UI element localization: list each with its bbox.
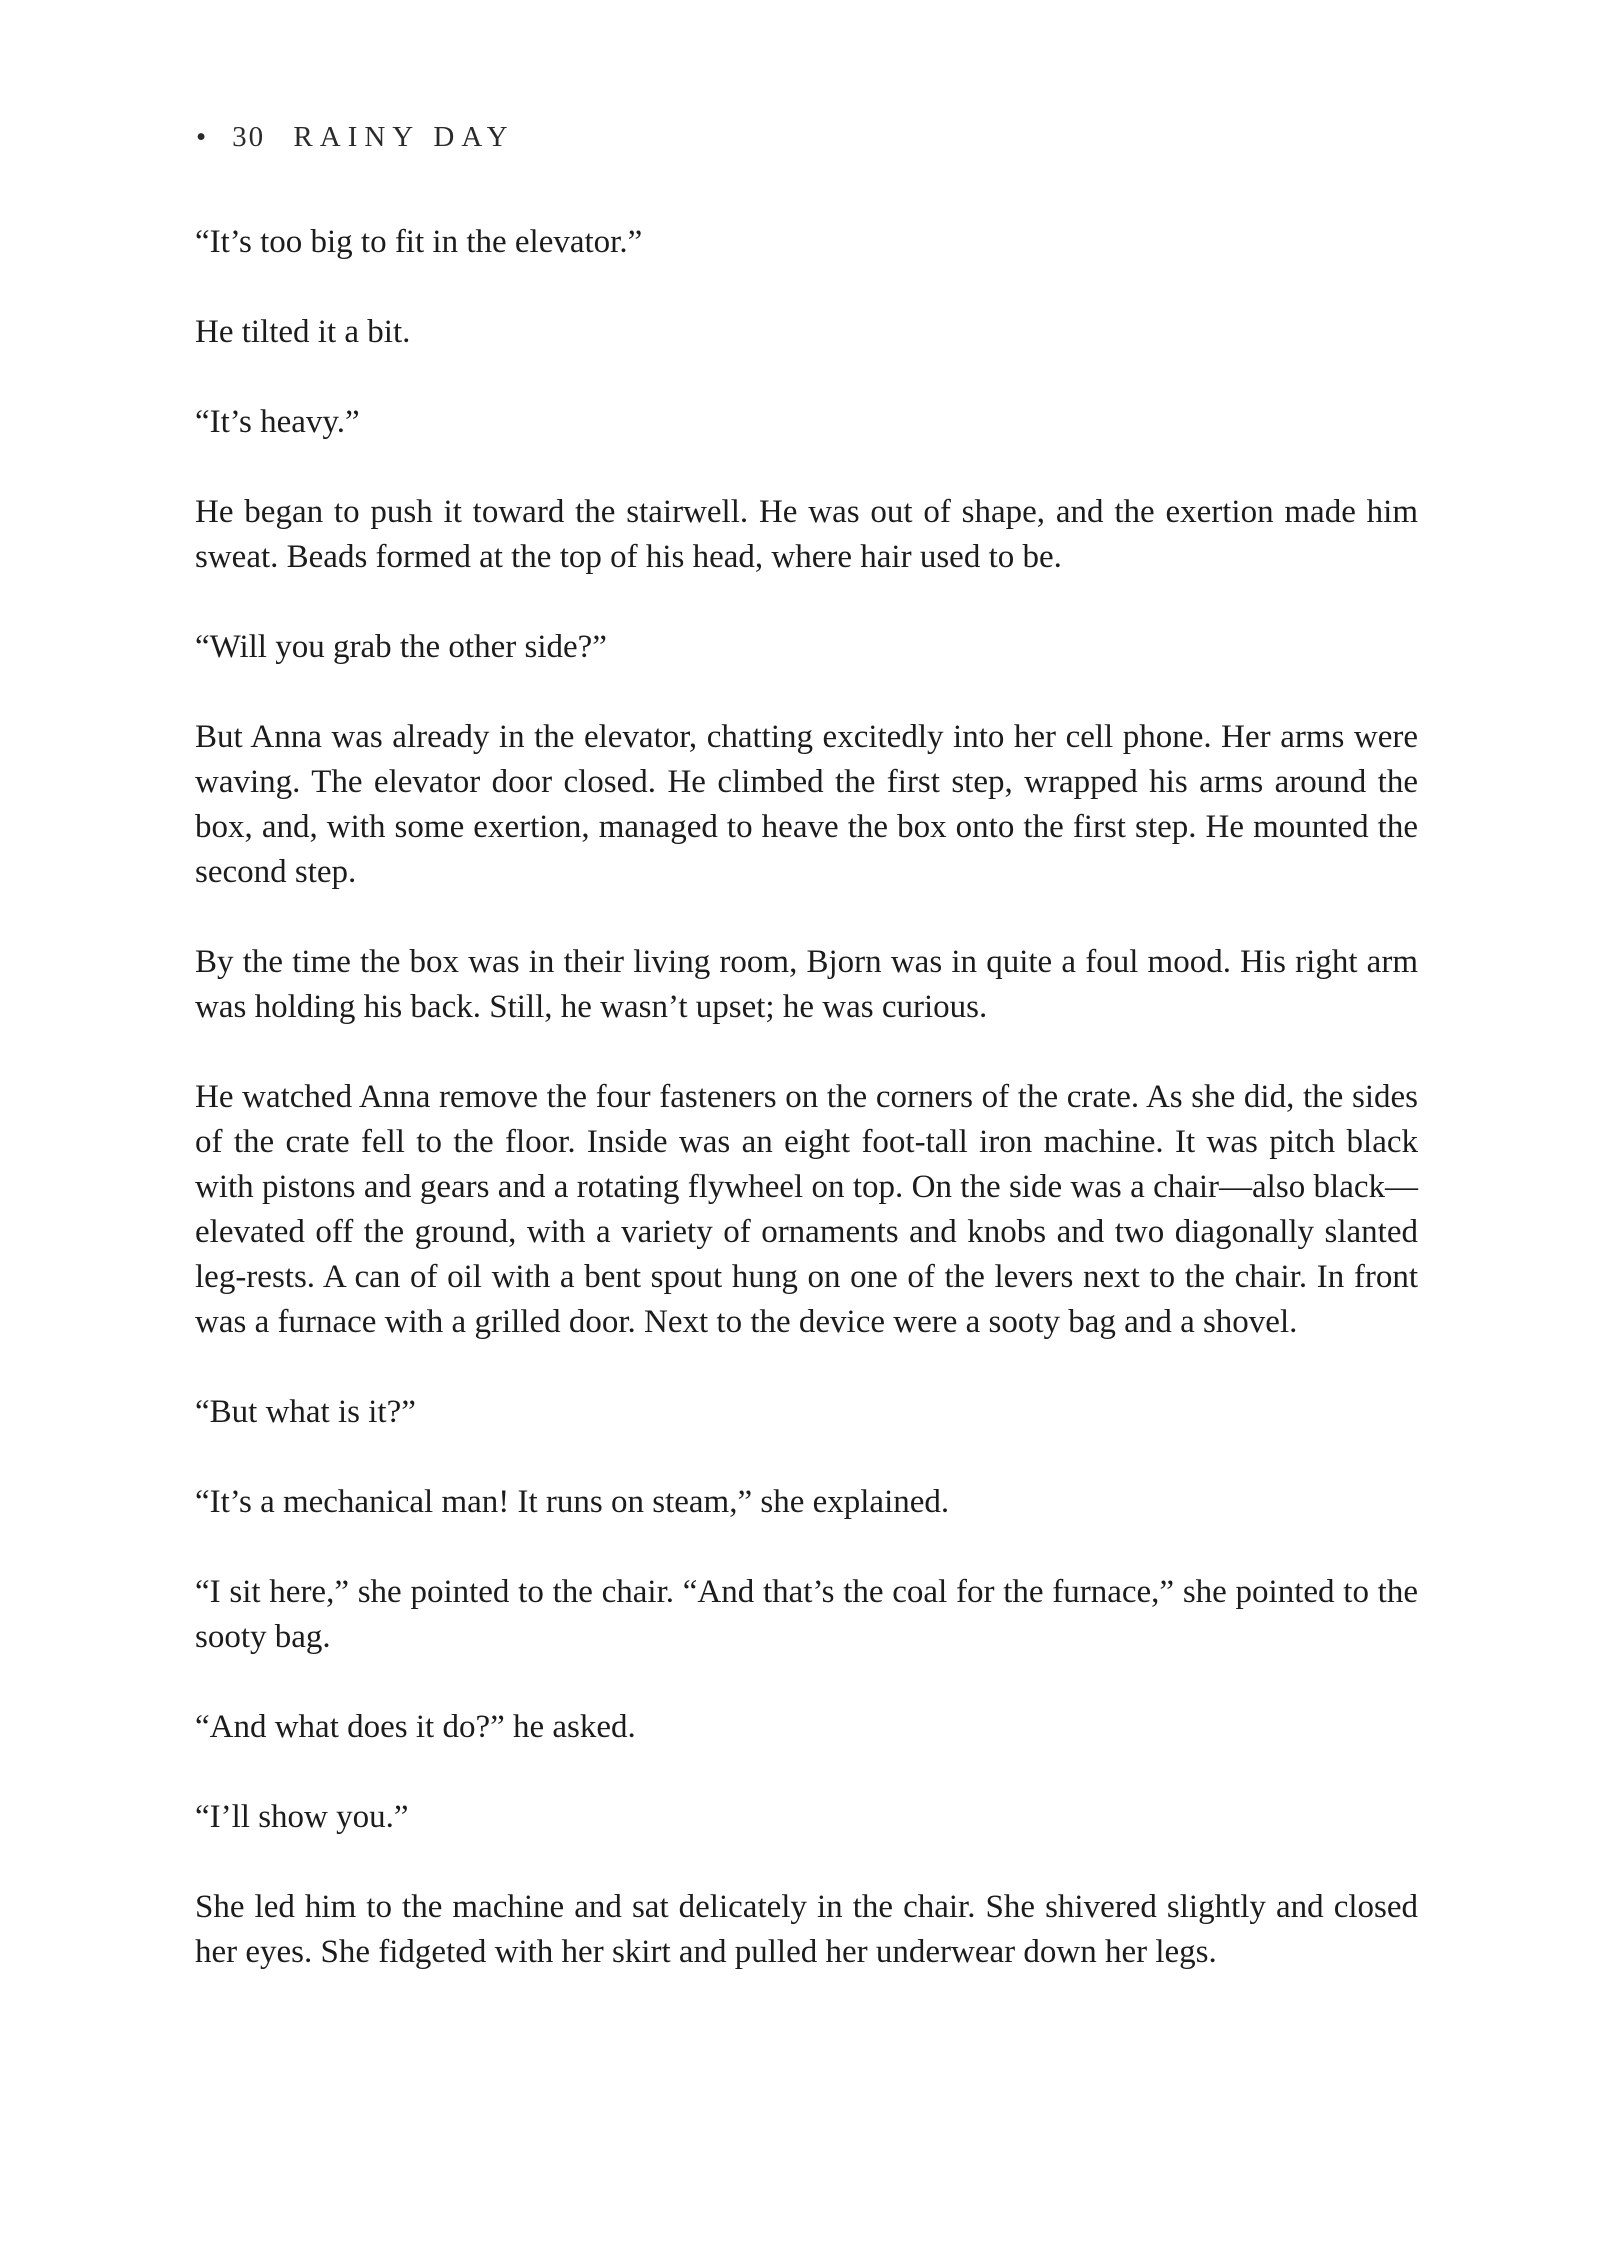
paragraph-8: He watched Anna remove the four fasteners on the corners of the crate. As she did, the sides of the crate fell to the floor. Inside was an eight foot-tall iron machine. It was pitch black with pistons and gears and a rotating flywheel on top. On the side was a chair—also black—elevated off the ground, with a variety of ornaments and knobs and two diagonally slanted leg-rests. A can of oil with a bent spout hung on one of the levers next to the chair. In front was a furnace with a grilled door. Next to the device were a sooty bag and a shovel. bbox=[195, 1079, 1418, 1340]
paragraph-12: “And what does it do?” he asked. bbox=[195, 1709, 636, 1745]
paragraph-1: “It’s too big to fit in the elevator.” bbox=[195, 224, 643, 260]
page-number: 30 bbox=[232, 121, 266, 153]
paragraph-5: “Will you grab the other side?” bbox=[195, 629, 607, 665]
running-header bbox=[196, 121, 515, 154]
paragraph-4: He began to push it toward the stairwell. He was out of shape, and the exertion made him sweat. Beads formed at the top of his head, where hair used to be. bbox=[195, 494, 1418, 575]
paragraph-6: But Anna was already in the elevator, chatting excitedly into her cell phone. Her arms were waving. The elevator door closed. He climbed the first step, wrapped his arms around the box, and, with some exertion, managed to heave the box onto the first step. He mounted the second step. bbox=[195, 719, 1418, 890]
book-title: RAINY DAY bbox=[293, 121, 515, 153]
paragraph-2: He tilted it a bit. bbox=[195, 314, 411, 350]
body-text bbox=[195, 220, 1418, 1975]
paragraph-9: “But what is it?” bbox=[195, 1394, 416, 1430]
paragraph-14: She led him to the machine and sat delicately in the chair. She shivered slightly and closed her eyes. She fidgeted with her skirt and pulled her underwear down her legs. bbox=[195, 1889, 1418, 1970]
paragraph-10: “It’s a mechanical man! It runs on steam,” she explained. bbox=[195, 1484, 950, 1520]
paragraph-11: “I sit here,” she pointed to the chair. “And that’s the coal for the furnace,” she pointed to the sooty bag. bbox=[195, 1574, 1418, 1655]
paragraph-13: “I’ll show you.” bbox=[195, 1799, 409, 1835]
header-bullet: • bbox=[196, 121, 207, 153]
paragraph-7: By the time the box was in their living room, Bjorn was in quite a foul mood. His right arm was holding his back. Still, he wasn’t upset; he was curious. bbox=[195, 944, 1418, 1025]
paragraph-3: “It’s heavy.” bbox=[195, 404, 360, 440]
